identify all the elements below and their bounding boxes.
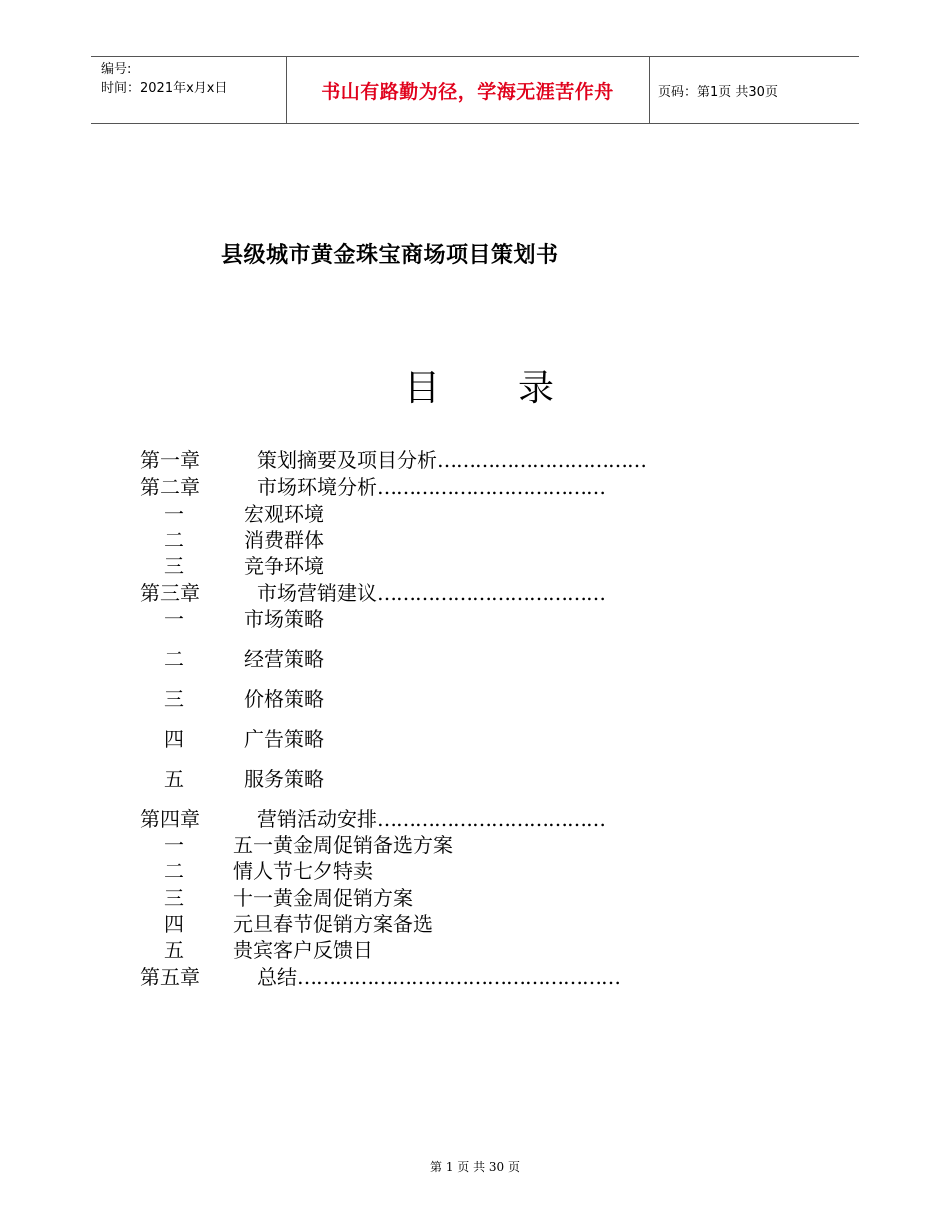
- toc-section-title: 广告策略: [244, 727, 324, 751]
- toc-heading-char: 目: [404, 368, 441, 409]
- toc-chapter-title: [257, 806, 605, 832]
- toc-section-title: 贵宾客户反馈日: [233, 938, 373, 962]
- toc-section-title: 服务策略: [244, 767, 324, 791]
- toc-chapter-number: 第二章: [140, 475, 200, 499]
- toc-leader-dots: ……………………………: [437, 448, 646, 472]
- header-divider: [649, 57, 650, 123]
- toc-section-title: 竞争环境: [244, 554, 324, 578]
- toc-section-title: 宏观环境: [244, 502, 324, 526]
- toc-section-number: 一: [164, 833, 184, 857]
- toc-section-title: 十一黄金周促销方案: [233, 886, 413, 910]
- time-label: 时间：2021年x月x日: [101, 81, 228, 96]
- toc-leader-dots: ………………………………: [377, 807, 605, 831]
- toc-leader-dots: ………………………………: [377, 475, 605, 499]
- toc-chapter-title-text: 市场营销建议: [257, 581, 377, 605]
- toc-section-title: 市场策略: [244, 607, 324, 631]
- toc-section-number: 二: [164, 528, 184, 552]
- toc-chapter-title: [257, 580, 605, 606]
- toc-chapter-title: [257, 474, 605, 500]
- toc-section-title: 五一黄金周促销备选方案: [233, 833, 453, 857]
- header-page-info: 页码：第1页 共30页: [658, 85, 778, 100]
- toc-section-number: 一: [164, 607, 184, 631]
- toc-heading: [404, 360, 554, 411]
- toc-section-title: 情人节七夕特卖: [233, 859, 373, 883]
- toc-section-title: 经营策略: [244, 647, 324, 671]
- toc-section-number: 四: [164, 727, 184, 751]
- toc-section-title: 元旦春节促销方案备选: [233, 912, 433, 936]
- header-meta: [101, 60, 227, 98]
- toc-chapter-title-text: 营销活动安排: [257, 807, 377, 831]
- toc-section-number: 四: [164, 912, 184, 936]
- toc-chapter-number: 第五章: [140, 965, 200, 989]
- code-label: 编号:: [101, 62, 132, 77]
- toc-section-title: 价格策略: [244, 687, 324, 711]
- toc-chapter-title-text: 市场环境分析: [257, 475, 377, 499]
- toc-section-number: 二: [164, 859, 184, 883]
- toc-chapter-title-text: 总结: [257, 965, 297, 989]
- header-motto: 书山有路勤为径，学海无涯苦作舟: [321, 81, 614, 103]
- toc-section-number: 二: [164, 647, 184, 671]
- toc-heading-char: 录: [518, 368, 555, 409]
- toc-section-number: 五: [164, 767, 184, 791]
- toc-leader-dots: ……………………………………………: [297, 965, 620, 989]
- toc-chapter-title: [257, 964, 620, 990]
- toc-leader-dots: ………………………………: [377, 581, 605, 605]
- toc-chapter-title-text: 策划摘要及项目分析: [257, 448, 437, 472]
- toc-section-number: 一: [164, 502, 184, 526]
- toc-chapter-number: 第一章: [140, 448, 200, 472]
- toc-chapter-number: 第四章: [140, 807, 200, 831]
- document-title: 县级城市黄金珠宝商场项目策划书: [221, 242, 559, 268]
- toc-chapter-number: 第三章: [140, 581, 200, 605]
- toc-section-number: 三: [164, 886, 184, 910]
- toc-section-number: 三: [164, 687, 184, 711]
- toc-section-title: 消费群体: [244, 528, 324, 552]
- page-footer: 第 1 页 共 30 页: [430, 1160, 520, 1174]
- document-header: [91, 56, 859, 124]
- toc-section-number: 五: [164, 938, 184, 962]
- toc-chapter-title: [257, 447, 646, 473]
- toc-section-number: 三: [164, 554, 184, 578]
